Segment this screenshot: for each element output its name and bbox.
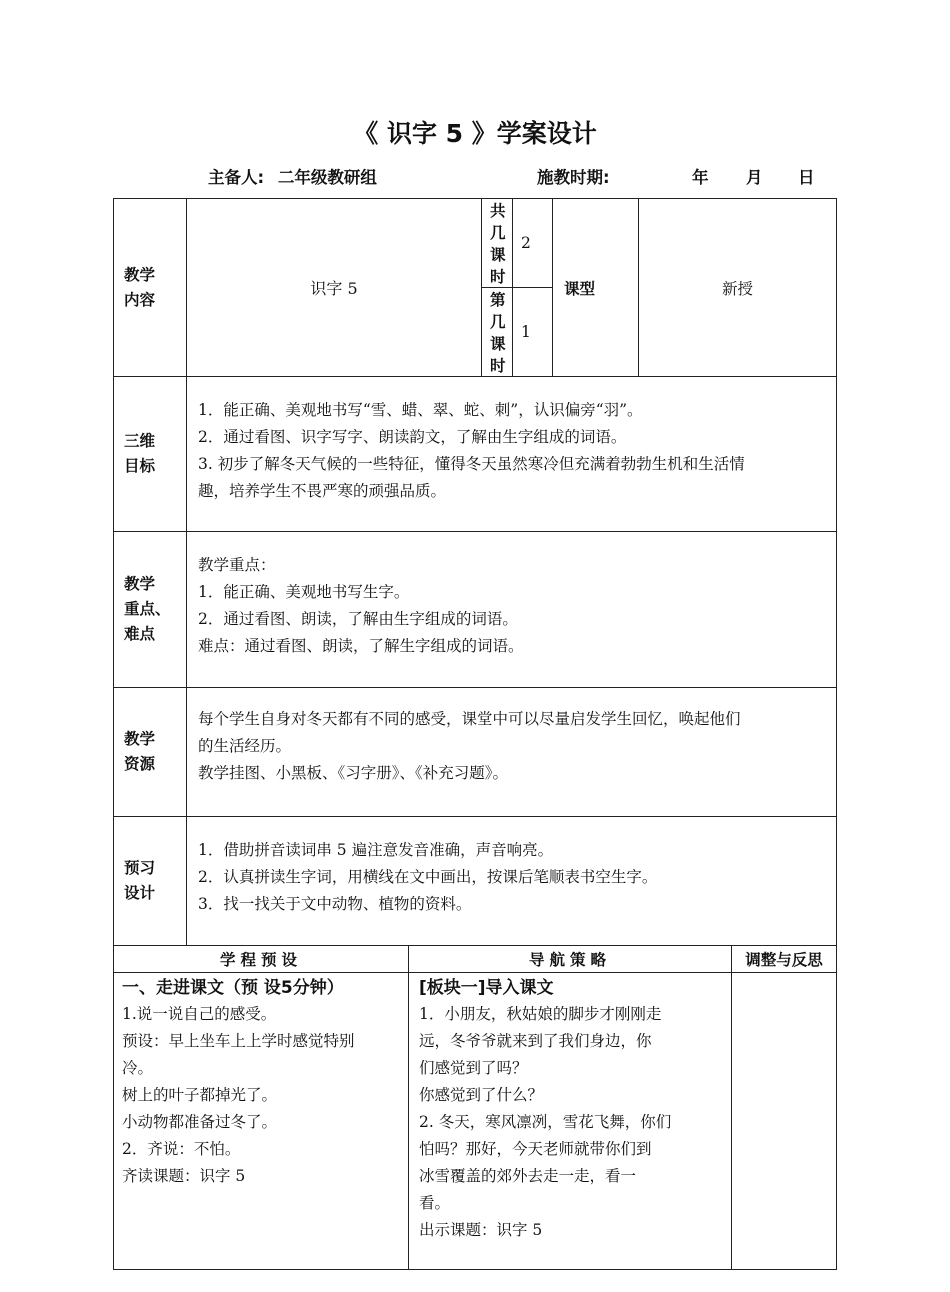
process-header-row <box>114 946 837 973</box>
which-hour-value: 1 <box>513 288 553 377</box>
preparer-value: 二年级教研组 <box>277 168 377 187</box>
content-row <box>114 199 837 288</box>
total-hours-value: 2 <box>513 199 553 288</box>
content-label: 教学 内容 <box>114 199 187 377</box>
date-label: 施教时期: <box>537 168 610 187</box>
date-line <box>537 164 610 188</box>
learning-cell: 一、走进课文（预 设5分钟） 1.说一说自己的感受。 预设：早上坐车上上学时感觉特别 冷。 树上的叶子都掉光了。 小动物都准备过冬了。 2．齐说：不怕。 齐读课题：识字 5 <box>114 973 409 1270</box>
preview-row <box>114 817 837 946</box>
date-year: 年 <box>692 168 709 187</box>
key-points-label: 教学 重点、 难点 <box>114 532 187 688</box>
content-value: 识字 5 <box>187 199 482 377</box>
reflection-cell <box>732 973 837 1270</box>
total-hours-label: 共几课时 <box>482 199 513 288</box>
page-title: 《 识字 5 》学案设计 <box>353 119 597 148</box>
preview-label: 预习 设计 <box>114 817 187 946</box>
resources-label: 教学 资源 <box>114 688 187 817</box>
learning-column-header: 学程预设 <box>114 946 409 973</box>
preparer-line <box>208 164 377 188</box>
lesson-type-label: 课型 <box>553 199 639 377</box>
which-hour-label: 第几课时 <box>482 288 513 377</box>
lesson-type-value: 新授 <box>639 199 837 377</box>
date-month: 月 <box>746 168 763 187</box>
key-points-text: 教学重点： 1．能正确、美观地书写生字。 2．通过看图、朗读，了解由生字组成的词语。 难点：通过看图、朗读，了解生字组成的词语。 <box>187 532 837 688</box>
process-body-row <box>114 973 837 1270</box>
objectives-text: 1．能正确、美观地书写“雪、蜡、翠、蛇、刺”，认识偏旁“羽”。 2．通过看图、识字写字、朗读韵文，了解由生字组成的词语。 3. 初步了解冬天气候的一些特征，懂得冬天虽然寒冷但充满着勃勃生机和生活情 趣，培养学生不畏严寒的顽强品质。 <box>187 377 837 532</box>
objectives-row <box>114 377 837 532</box>
date-day: 日 <box>798 168 815 187</box>
preparer-label: 主备人: <box>208 168 265 187</box>
lesson-plan-table <box>113 198 837 1270</box>
objectives-label: 三维 目标 <box>114 377 187 532</box>
resources-text: 每个学生自身对冬天都有不同的感受，课堂中可以尽量启发学生回忆，唤起他们 的生活经历。 教学挂图、小黑板、《习字册》、《补充习题》。 <box>187 688 837 817</box>
reflection-column-header: 调整与反思 <box>732 946 837 973</box>
guide-column-header: 导航策略 <box>409 946 732 973</box>
preview-text: 1．借助拼音读词串 5 遍注意发音准确，声音响亮。 2．认真拼读生字词，用横线在文中画出，按课后笔顺表书空生字。 3．找一找关于文中动物、植物的资料。 <box>187 817 837 946</box>
resources-row <box>114 688 837 817</box>
key-points-row <box>114 532 837 688</box>
guide-cell: [板块一]导入课文 1．小朋友，秋姑娘的脚步才刚刚走 远，冬爷爷就来到了我们身边，你 们感觉到了吗？ 你感觉到了什么？ 2. 冬天，寒风凛冽，雪花飞舞，你们 怕吗？那好，今天老师就带你们到 冰雪覆盖的郊外去走一走，看一 看。 出示课题：识字 5 <box>409 973 732 1270</box>
